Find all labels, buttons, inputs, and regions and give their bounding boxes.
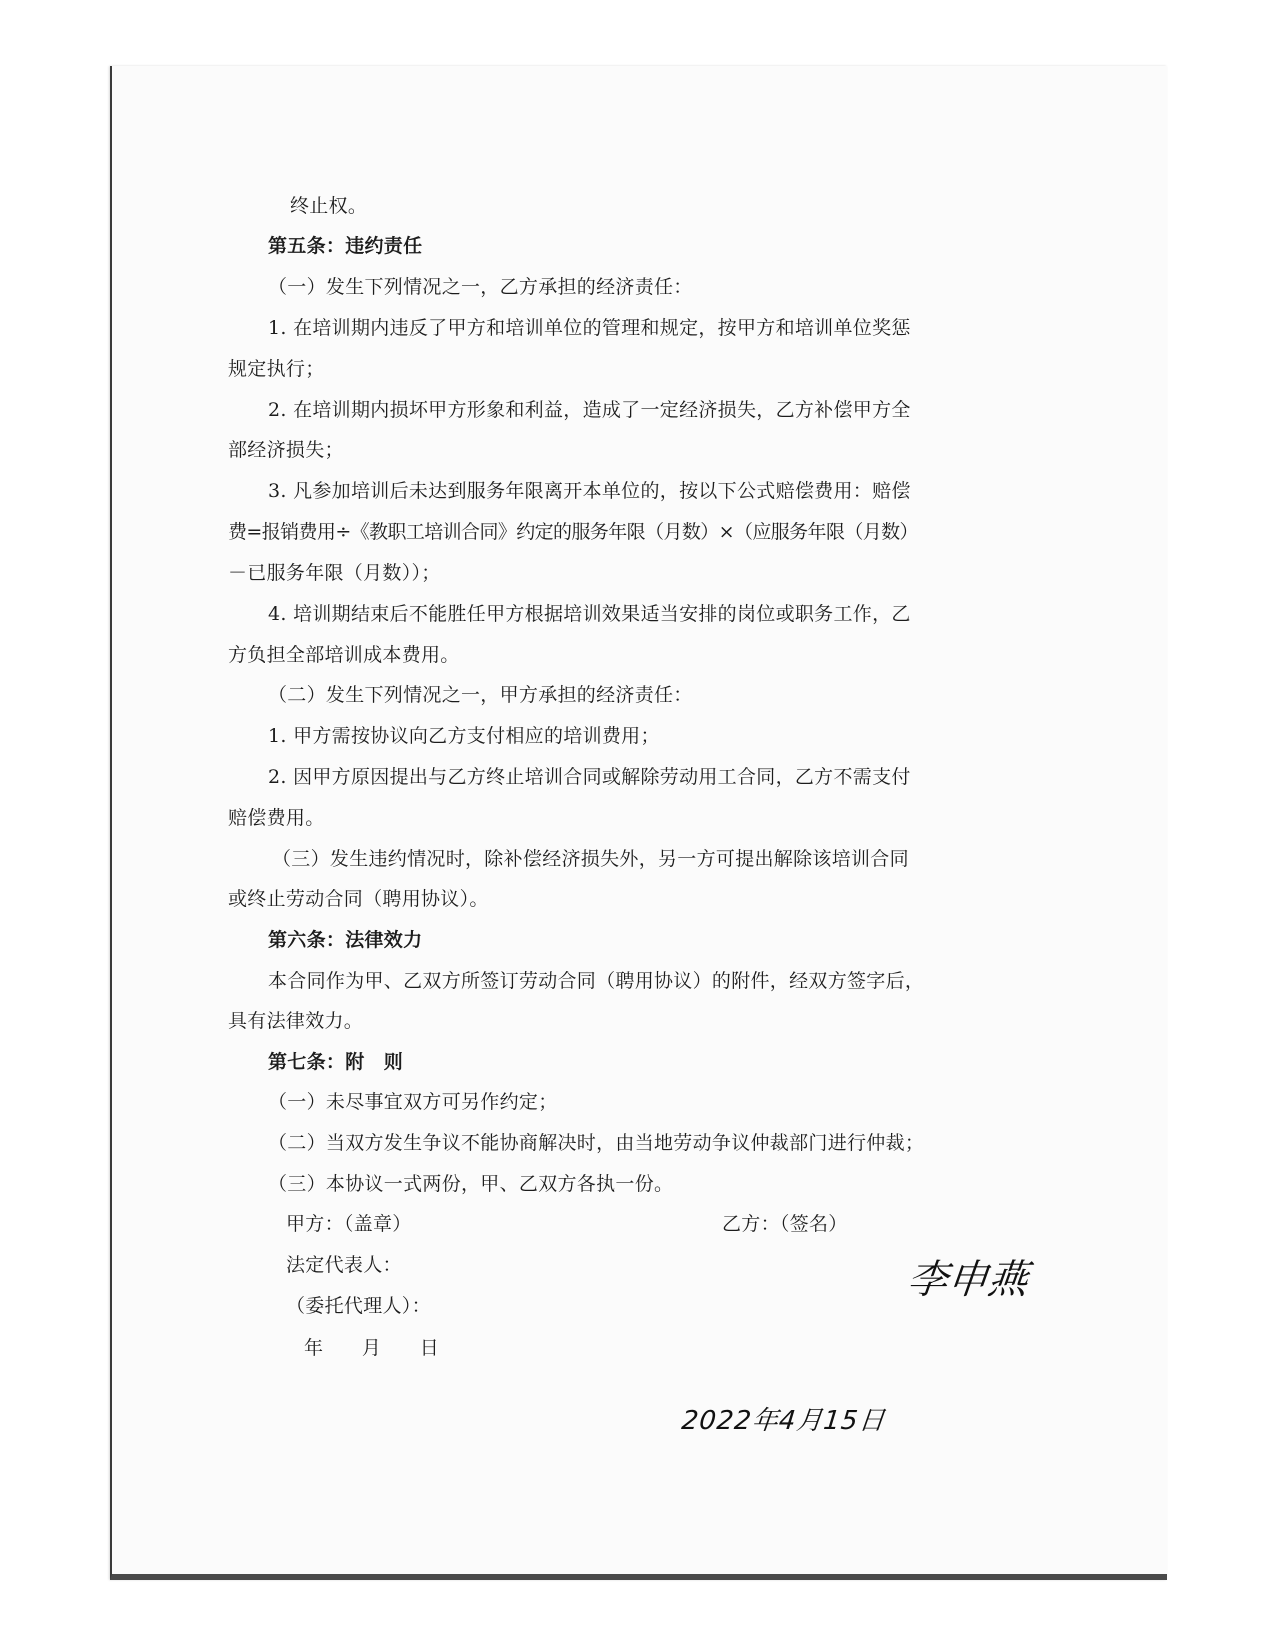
text-line: 规定执行； [228, 358, 325, 380]
legal-representative-label: 法定代表人： [286, 1254, 402, 1276]
text-line: （二）当双方发生争议不能协商解决时，由当地劳动争议仲裁部门进行仲裁； [268, 1132, 925, 1154]
party-b-signature: 李申燕 [905, 1257, 1031, 1303]
text-line: 3. 凡参加培训后未达到服务年限离开本单位的，按以下公式赔偿费用：赔偿 [268, 480, 911, 502]
text-line: －已服务年限（月数））； [228, 562, 441, 584]
text-line: 部经济损失； [228, 439, 344, 461]
text-line: 1. 在培训期内违反了甲方和培训单位的管理和规定，按甲方和培训单位奖惩 [268, 317, 911, 339]
agent-label: （委托代理人）： [286, 1295, 431, 1317]
text-line: （一）发生下列情况之一，乙方承担的经济责任： [268, 276, 693, 298]
text-line: 赔偿费用。 [228, 807, 325, 829]
text-line: 方负担全部培训成本费用。 [228, 644, 460, 666]
date-blank: 年 月 日 [304, 1337, 440, 1359]
text-line: 1. 甲方需按协议向乙方支付相应的培训费用； [268, 725, 660, 747]
text-line: 费=报销费用÷《教职工培训合同》约定的服务年限（月数）×（应服务年限（月数） [228, 521, 918, 543]
section-heading-5: 第五条：违约责任 [268, 235, 423, 257]
section-heading-6: 第六条：法律效力 [268, 929, 423, 951]
text-line: 具有法律效力。 [228, 1010, 364, 1032]
party-b-label: 乙方：（签名） [722, 1213, 848, 1235]
text-line: 2. 在培训期内损坏甲方形象和利益，造成了一定经济损失，乙方补偿甲方全 [268, 399, 911, 421]
party-a-label: 甲方：（盖章） [286, 1213, 412, 1235]
text-line: 或终止劳动合同（聘用协议）。 [228, 888, 489, 910]
section-heading-7: 第七条：附 则 [268, 1051, 404, 1073]
text-line: 4. 培训期结束后不能胜任甲方根据培训效果适当安排的岗位或职务工作，乙 [268, 603, 911, 625]
text-line: 终止权。 [290, 195, 368, 217]
text-line: （三）发生违约情况时，除补偿经济损失外，另一方可提出解除该培训合同 [272, 848, 909, 870]
text-line: 本合同作为甲、乙双方所签订劳动合同（聘用协议）的附件，经双方签字后， [268, 970, 925, 992]
text-line: （三）本协议一式两份，甲、乙双方各执一份。 [268, 1173, 674, 1195]
text-line: 2. 因甲方原因提出与乙方终止培训合同或解除劳动用工合同，乙方不需支付 [268, 766, 911, 788]
text-line: （二）发生下列情况之一，甲方承担的经济责任： [268, 684, 693, 706]
text-line: （一）未尽事宜双方可另作约定； [268, 1091, 558, 1113]
handwritten-date: 2022年4月15日 [680, 1406, 888, 1436]
